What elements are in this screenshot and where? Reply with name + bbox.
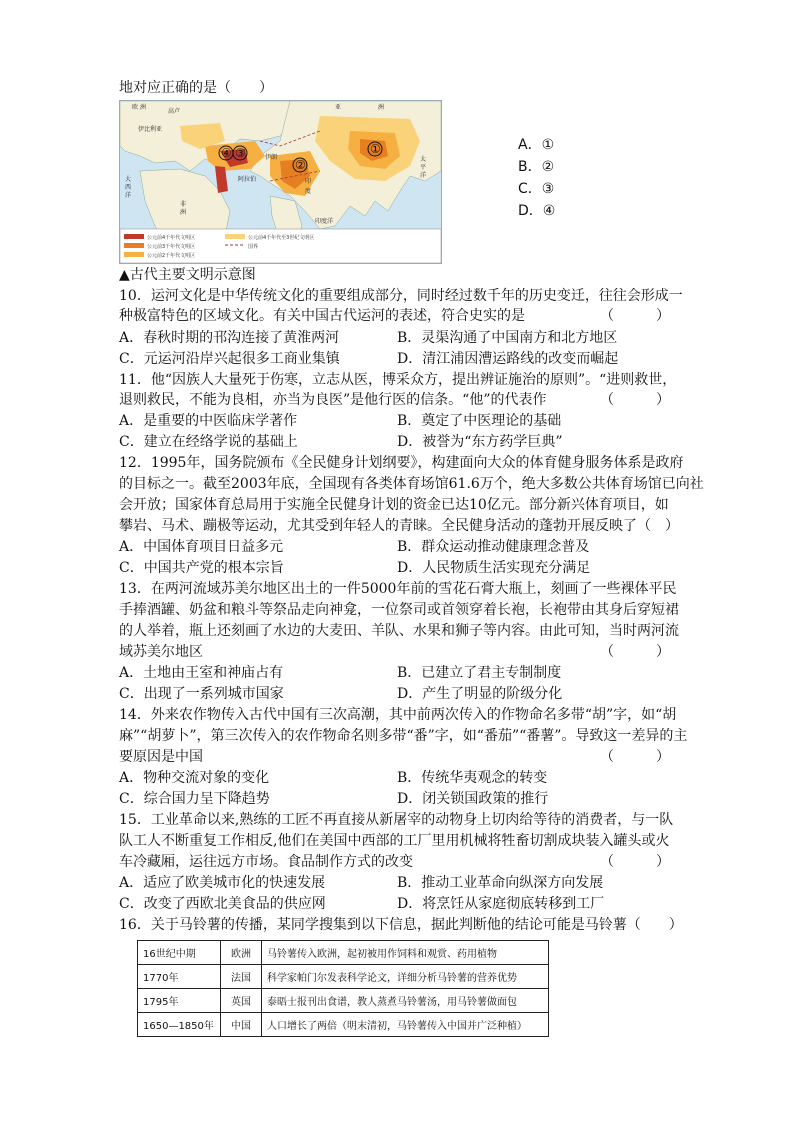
q16-stem: 16．关于马铃薯的传播，某同学搜集到以下信息，据此判断他的结论可能是马铃薯（ ）: [119, 917, 683, 933]
table-cell-period: 16世纪中期: [138, 941, 221, 965]
potato-info-table: [137, 940, 549, 1037]
label-indian-ocean: 印度洋: [315, 218, 334, 225]
label-iberia: 伊比利亚: [138, 126, 163, 133]
map-caption: ▲古代主要文明示意图: [119, 267, 256, 283]
label-pacific-1: 太: [420, 156, 427, 163]
label-africa-2: 洲: [180, 209, 187, 216]
table-cell-region: 中国: [221, 1013, 262, 1037]
q13-option-c[interactable]: C．出现了一系列城市国家: [119, 686, 284, 702]
label-atlantic-3: 洋: [125, 192, 132, 199]
q13-option-d[interactable]: D．产生了明显的阶级分化: [397, 686, 563, 702]
table-cell-event: 人口增长了两倍（明末清初，马铃薯传入中国并广泛种植）: [262, 1013, 549, 1037]
q15-stem-line-3: 车冷藏厢，运往远方市场。食品制作方式的改变: [119, 854, 413, 870]
label-africa-1: 非: [180, 201, 187, 208]
label-europe-2: 洲: [140, 104, 147, 111]
q12-stem-line-4: 攀岩、马术、蹦极等运动，尤其受到年轻人的青睐。全民健身活动的蓬勃开展反映了（ ）: [119, 518, 679, 534]
map-graphic: [120, 101, 441, 263]
table-cell-region: 英国: [221, 989, 262, 1013]
q13-option-a[interactable]: A．土地由王室和神庙占有: [119, 665, 284, 681]
q9-stem-tail: 地对应正确的是（ ）: [119, 80, 273, 96]
q10-option-d[interactable]: D．清江浦因漕运路线的改变而崛起: [397, 351, 619, 367]
label-asia-2: 洲: [378, 104, 385, 111]
marker-4: ④: [221, 146, 232, 160]
q11-option-a[interactable]: A．是重要的中医临床学著作: [119, 413, 298, 429]
q10-option-b[interactable]: B．灵渠沟通了中国南方和北方地区: [397, 330, 618, 346]
q13-stem-line-3: 的人举着，瓶上还刻画了水边的大麦田、羊队、水果和狮子等内容。由此可知，当时两河流: [119, 623, 679, 639]
q10-option-a[interactable]: A．春秋时期的邗沟连接了黄淮两河: [119, 330, 340, 346]
q12-stem-line-1: 12．1995年，国务院颁布《全民健身计划纲要》，构建面向大众的体育健身服务体系是政府: [119, 455, 684, 471]
label-pacific-3: 洋: [420, 172, 427, 179]
q12-option-d[interactable]: D．人民物质生活实现充分满足: [397, 560, 591, 576]
q12-stem-line-3: 会开放；国家体育总局用于实施全民健身计划的资金已达10亿元。部分新兴体育项目，如: [119, 497, 669, 513]
q14-option-c[interactable]: C．综合国力呈下降趋势: [119, 791, 270, 807]
q15-option-b[interactable]: B．推动工业革命向纵深方向发展: [397, 875, 604, 891]
label-europe-1: 欧: [132, 104, 139, 111]
table-cell-event: 泰晤士报刊出食谱，教人蒸煮马铃薯汤，用马铃薯做面包: [262, 989, 549, 1013]
q9-option-b[interactable]: B．②: [518, 159, 555, 175]
q15-option-c[interactable]: C．改变了西欧北美食品的供应网: [119, 896, 326, 912]
table-cell-region: 法国: [221, 965, 262, 989]
legend-border: 国界: [248, 244, 259, 250]
label-india-1: 印: [305, 178, 312, 185]
label-asia: 亚: [335, 104, 342, 111]
q11-option-b[interactable]: B．奠定了中医理论的基础: [397, 413, 562, 429]
ancient-civilizations-map: [119, 100, 442, 264]
q9-option-c[interactable]: C．③: [518, 181, 555, 197]
table-cell-period: 1650—1850年: [138, 1013, 221, 1037]
legend-civ3: 公元前3千年代文明区: [147, 244, 196, 250]
q9-option-a[interactable]: A．①: [518, 137, 555, 153]
label-atlantic-1: 大: [125, 176, 132, 183]
q13-stem-line-4: 域苏美尔地区: [119, 644, 203, 660]
q11-answer-paren[interactable]: （ ）: [600, 392, 670, 408]
q12-option-a[interactable]: A．中国体育项目日益多元: [119, 539, 284, 555]
q12-option-b[interactable]: B．群众运动推动健康理念普及: [397, 539, 590, 555]
label-india-2: 度: [305, 188, 312, 195]
table-row: [138, 965, 549, 989]
q13-option-b[interactable]: B．已建立了君主专制制度: [397, 665, 562, 681]
table-cell-period: 1795年: [138, 989, 221, 1013]
table-row: [138, 989, 549, 1013]
table-cell-period: 1770年: [138, 965, 221, 989]
q14-stem-line-3: 要原因是中国: [119, 749, 203, 765]
q11-option-d[interactable]: D．被誉为“东方药学巨典”: [397, 434, 563, 450]
table-cell-event: 科学家帕门尔发表科学论文，详细分析马铃薯的营养优势: [262, 965, 549, 989]
marker-2: ②: [295, 158, 306, 172]
q12-stem-line-2: 的目标之一。截至2003年底，全国现有各类体育场馆61.6万个，绝大多数公共体育场馆已向社: [119, 476, 704, 492]
table-row: [138, 941, 549, 965]
label-gaul: 高卢: [168, 108, 181, 115]
q14-option-b[interactable]: B．传统华夷观念的转变: [397, 770, 548, 786]
marker-3: ③: [235, 146, 246, 160]
q10-stem-line-2: 种极富特色的区域文化。有关中国古代运河的表述，符合史实的是: [119, 308, 525, 324]
q15-option-d[interactable]: D．将烹饪从家庭彻底转移到工厂: [397, 896, 605, 912]
q12-option-c[interactable]: C．中国共产党的根本宗旨: [119, 560, 284, 576]
label-iran: 伊朗: [265, 154, 278, 161]
q15-option-a[interactable]: A．适应了欧美城市化的快速发展: [119, 875, 326, 891]
table-cell-event: 马铃薯传入欧洲，起初被用作饲料和观赏、药用植物: [262, 941, 549, 965]
q14-answer-paren[interactable]: （ ）: [600, 749, 670, 765]
legend-civ2: 公元前2千年代文明区: [147, 253, 196, 259]
q10-stem-line-1: 10．运河文化是中华传统文化的重要组成部分，同时经过数千年的历史变迁，往往会形成一: [119, 288, 683, 304]
q13-answer-paren[interactable]: （ ）: [600, 644, 670, 660]
q11-stem-line-2: 退则救民，不能为良相，亦当为良医”是他行医的信条。“他”的代表作: [119, 392, 547, 408]
q9-options: [518, 134, 555, 222]
q15-stem-line-1: 15．工业革命以来,熟练的工匠不再直接从新屠宰的动物身上切肉给等待的消费者，与一队: [119, 812, 674, 828]
q11-stem-line-1: 11．他“因族人大量死于伤寒，立志从医，博采众方，提出辨证施治的原则”。“进则救世，: [119, 372, 677, 388]
q9-option-d[interactable]: D．④: [518, 203, 556, 219]
q14-option-d[interactable]: D．闭关锁国政策的推行: [397, 791, 549, 807]
q10-option-c[interactable]: C．元运河沿岸兴起很多工商业集镇: [119, 351, 340, 367]
q14-stem-line-2: 麻”“胡萝卜”，第三次传入的农作物命名则多带“番”字，如“番茄”“番薯”。导致这一差异的主: [119, 728, 688, 744]
q11-option-c[interactable]: C．建立在经络学说的基础上: [119, 434, 298, 450]
q15-stem-line-2: 队工人不断重复工作相反,他们在美国中西部的工厂里用机械将牲畜切割成块装入罐头或火: [119, 833, 670, 849]
label-pacific-2: 平: [420, 164, 427, 171]
legend-civ-late: 公元前4千年代至3世纪文明区: [248, 235, 315, 241]
q13-stem-line-2: 手捧酒罐、奶盆和粮斗等祭品走向神龛，一位祭司或首领穿着长袍，长袍带由其身后穿短裙: [119, 602, 679, 618]
label-atlantic-2: 西: [125, 184, 132, 191]
legend-civ4: 公元前4千年代文明区: [147, 235, 196, 241]
marker-1: ①: [370, 142, 381, 156]
q14-stem-line-1: 14．外来农作物传入古代中国有三次高潮，其中前两次传入的作物命名多带“胡”字，如“胡: [119, 707, 677, 723]
q10-answer-paren[interactable]: （ ）: [600, 308, 670, 324]
table-cell-region: 欧洲: [221, 941, 262, 965]
q14-option-a[interactable]: A．物种交流对象的变化: [119, 770, 270, 786]
label-arabia: 阿拉伯: [238, 176, 257, 183]
q13-stem-line-1: 13．在两河流域苏美尔地区出土的一件5000年前的雪花石膏大瓶上，刻画了一些裸体平民: [119, 581, 677, 597]
q15-answer-paren[interactable]: （ ）: [600, 854, 670, 870]
table-row: [138, 1013, 549, 1037]
